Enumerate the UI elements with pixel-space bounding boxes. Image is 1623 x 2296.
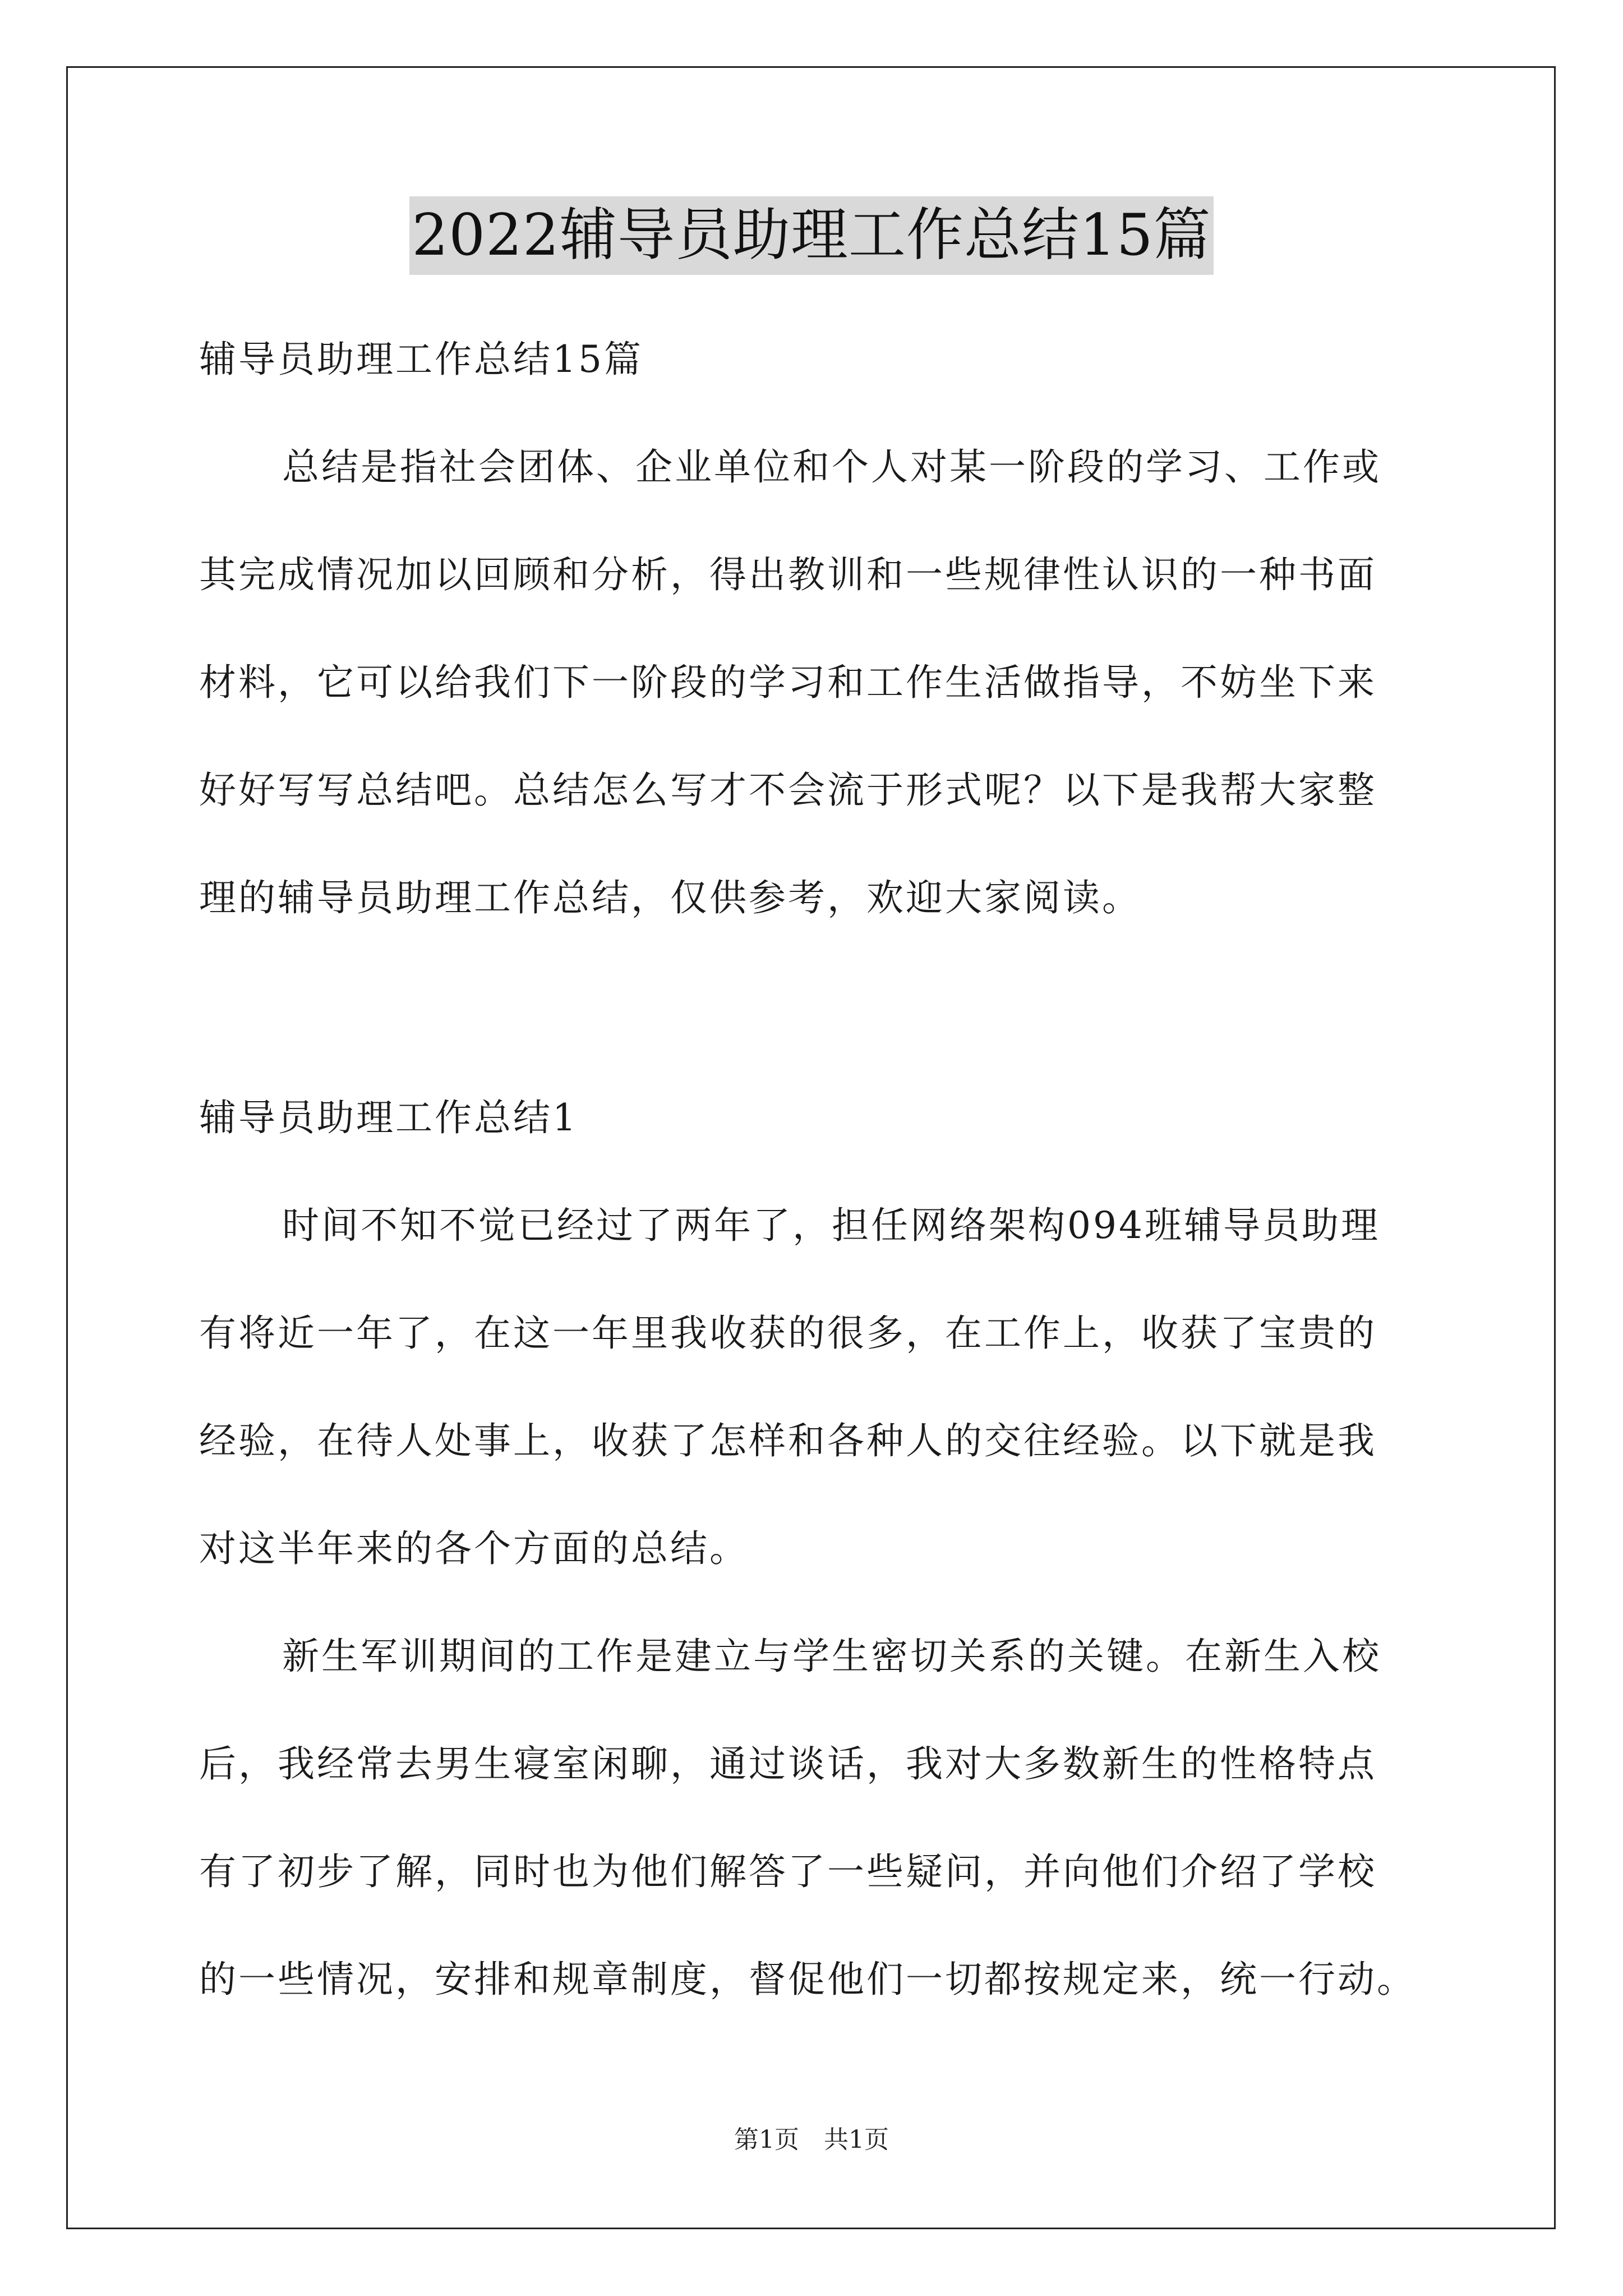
- section1-para1-line-2: 有将近一年了，在这一年里我收获的很多，在工作上，收获了宝贵的: [199, 1312, 1377, 1355]
- section1-para2-line-3: 有了初步了解，同时也为他们解答了一些疑问，并向他们介绍了学校: [199, 1850, 1377, 1893]
- intro-line-1: 总结是指社会团体、企业单位和个人对某一阶段的学习、工作或: [282, 445, 1381, 489]
- section-spacer: [199, 952, 1433, 1064]
- section1-para2-line-4: 的一些情况，安排和规章制度，督促他们一切都按规定来，统一行动。: [199, 1958, 1416, 2001]
- page-footer: 第1页 共1页: [734, 2125, 889, 2154]
- section1-para1-line-1: 时间不知不觉已经过了两年了，担任网络架构094班辅导员助理: [282, 1204, 1380, 1247]
- section1-para1-line-3: 经验，在待人处事上，收获了怎样和各种人的交往经验。以下就是我: [199, 1419, 1377, 1462]
- subtitle: 辅导员助理工作总结15篇: [199, 338, 643, 381]
- intro-line-2: 其完成情况加以回顾和分析，得出教训和一些规律性认识的一种书面: [199, 553, 1377, 596]
- section1-para1-line-4: 对这半年来的各个方面的总结。: [199, 1527, 749, 1570]
- intro-line-4: 好好写写总结吧。总结怎么写才不会流于形式呢？以下是我帮大家整: [199, 769, 1377, 812]
- intro-line-5: 理的辅导员助理工作总结，仅供参考，欢迎大家阅读。: [199, 876, 1141, 919]
- section1-para2-line-2: 后，我经常去男生寝室闲聊，通过谈话，我对大多数新生的性格特点: [199, 1742, 1377, 1786]
- section1-para2-line-1: 新生军训期间的工作是建立与学生密切关系的关键。在新生入校: [282, 1635, 1381, 1678]
- document-body: [199, 306, 1433, 2033]
- section-heading-1: 辅导员助理工作总结1: [199, 1096, 578, 1139]
- intro-line-3: 材料，它可以给我们下一阶段的学习和工作生活做指导，不妨坐下来: [199, 661, 1377, 704]
- document-title: 2022辅导员助理工作总结15篇: [409, 196, 1213, 275]
- title-wrapper: [0, 196, 1623, 275]
